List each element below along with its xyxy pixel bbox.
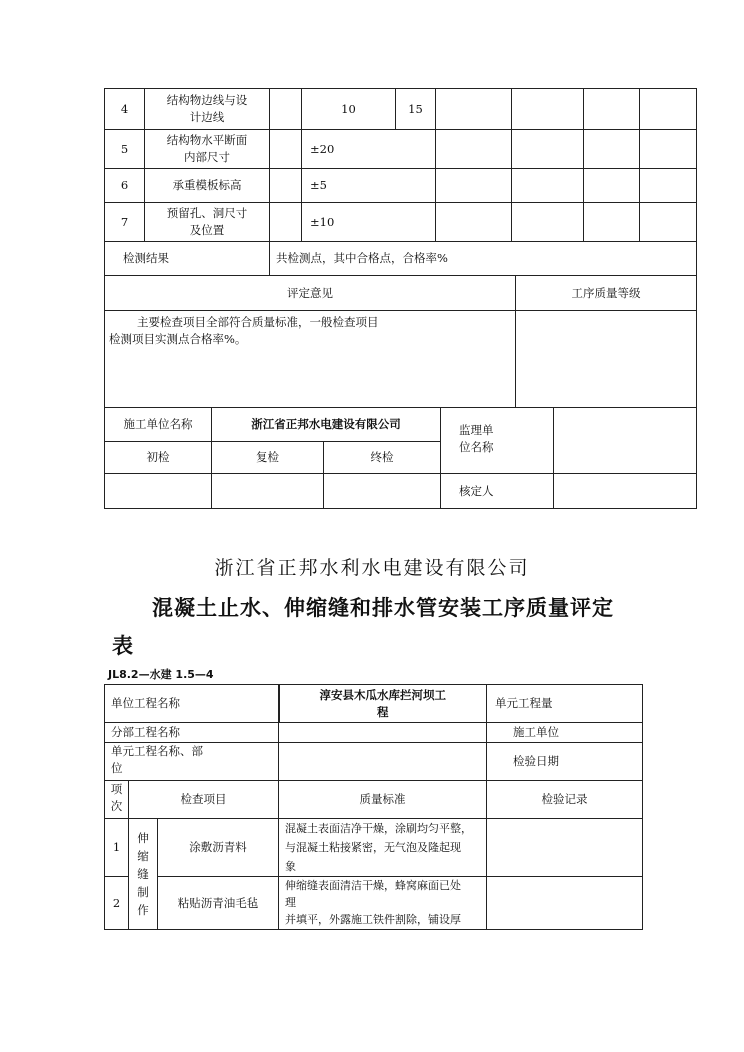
allowed-deviation: 10: [302, 89, 396, 130]
check-item: 结构物边线与设 计边线: [145, 89, 270, 130]
form-code: JL8.2—水建 1.5—4: [108, 668, 214, 681]
construction-unit-value: 浙江省正邦水电建设有限公司: [212, 408, 441, 442]
table-row: [105, 130, 697, 169]
recheck-value: [212, 474, 324, 509]
form-title-continued: 表: [112, 634, 133, 658]
evaluation-table: [104, 275, 697, 408]
result-row: [105, 242, 697, 276]
table-row: [105, 169, 697, 203]
quality-standard: 伸缩缝表面清洁干燥，蜂窝麻面已处 理 并填平，外露施工铁件割除，铺设厚: [279, 877, 487, 930]
final-check-value: [324, 474, 441, 509]
opinion-header: 评定意见: [105, 276, 516, 311]
row-number: 5: [105, 130, 145, 169]
allowed-deviation-2: 15: [396, 89, 436, 130]
group-label: 伸 缩 缝 制 作: [129, 819, 158, 930]
opinion-text: 主要检查项目全部符合质量标准，一般检查项目 检测项目实测点合格率%。: [105, 311, 516, 408]
division-project-label: 分部工程名称: [105, 723, 279, 743]
row-number: 4: [105, 89, 145, 130]
check-item: 结构物水平断面 内部尺寸: [145, 130, 270, 169]
table-row: [105, 89, 697, 130]
recheck-label: 复检: [212, 442, 324, 474]
grade-header: 工序质量等级: [516, 276, 697, 311]
first-check-label: 初检: [105, 442, 212, 474]
allowed-deviation: ±20: [302, 130, 436, 169]
final-check-label: 终检: [324, 442, 441, 474]
grade-value: [516, 311, 697, 408]
unit-project-value: 淳安县木瓜水库拦河坝工 程: [279, 685, 487, 723]
inspection-record: [487, 877, 643, 930]
company-name: 浙江省正邦水利水电建设有限公司: [214, 557, 530, 579]
check-item: 预留孔、洞尺寸 及位置: [145, 203, 270, 242]
first-check-value: [105, 474, 212, 509]
table-row: [105, 819, 643, 877]
table-row: [105, 203, 697, 242]
check-item: 承重模板标高: [145, 169, 270, 203]
unit-project-label: 单位工程名称: [105, 685, 279, 723]
row-number: 7: [105, 203, 145, 242]
allowed-deviation: ±5: [302, 169, 436, 203]
form-title: 混凝土止水、伸缩缝和排水管安装工序质量评定: [152, 596, 614, 620]
supervision-unit-label: 监理单 位名称: [441, 408, 554, 474]
approver-label: 核定人: [441, 474, 554, 509]
signature-table: [104, 407, 697, 509]
check-item: 涂敷沥青料: [158, 819, 279, 877]
installation-quality-table: [104, 684, 643, 930]
construction-unit-label: 施工单位名称: [105, 408, 212, 442]
approver-value: [554, 474, 697, 509]
col-no-header: 项 次: [105, 781, 129, 819]
inspection-record: [487, 819, 643, 877]
inspection-items-table: [104, 88, 697, 276]
inspection-date-label: 检验日期: [487, 743, 643, 781]
result-text: 共检测点，其中合格点，合格率%: [270, 242, 697, 276]
row-number: 1: [105, 819, 129, 877]
element-project-label: 单元工程名称、部 位: [105, 743, 279, 781]
result-label: 检测结果: [105, 242, 270, 276]
row-number: 6: [105, 169, 145, 203]
construction-unit-label: 施工单位: [487, 723, 643, 743]
quality-standard: 混凝土表面洁净干燥，涂刷均匀平整， 与混凝土粘接紧密，无气泡及隆起现 象: [279, 819, 487, 877]
supervision-unit-value: [554, 408, 697, 474]
col-item-header: 检查项目: [129, 781, 279, 819]
allowed-deviation: ±10: [302, 203, 436, 242]
col-standard-header: 质量标准: [279, 781, 487, 819]
col-record-header: 检验记录: [487, 781, 643, 819]
table-row: [105, 877, 643, 930]
row-number: 2: [105, 877, 129, 930]
element-quantity-label: 单元工程量: [487, 685, 643, 723]
check-item: 粘贴沥青油毛毡: [158, 877, 279, 930]
